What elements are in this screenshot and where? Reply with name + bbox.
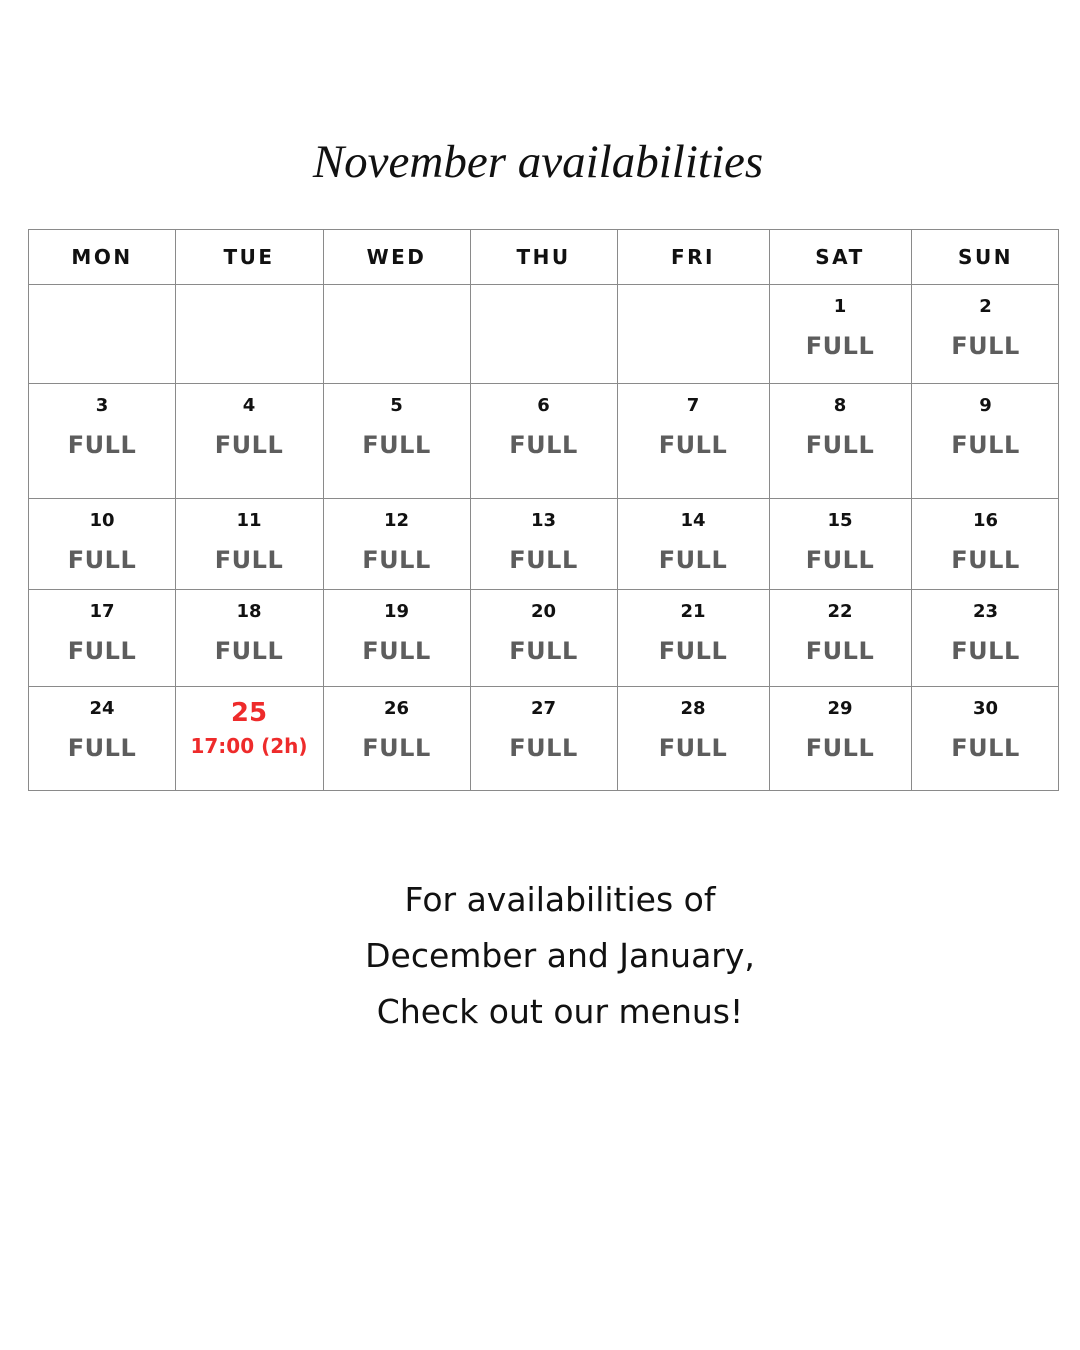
footer-line-1: For availabilities of <box>404 880 716 919</box>
day-status-full: FULL <box>805 546 875 574</box>
day-cell-28 <box>617 686 769 792</box>
day-cell-14 <box>617 498 769 589</box>
day-status-full: FULL <box>658 546 728 574</box>
day-status-full: FULL <box>951 431 1020 459</box>
day-number: 21 <box>680 601 706 622</box>
day-cell-20 <box>470 589 617 686</box>
day-status-full: FULL <box>951 332 1020 360</box>
day-number: 24 <box>89 698 115 719</box>
day-status-full: FULL <box>951 546 1020 574</box>
day-status-full: FULL <box>362 431 431 459</box>
day-cell-4 <box>175 383 323 498</box>
day-number: 6 <box>537 395 550 416</box>
calendar-grid <box>28 229 1059 791</box>
day-number: 16 <box>972 510 999 531</box>
day-cell-7 <box>617 383 769 498</box>
page-title: November availabilities <box>312 136 764 188</box>
day-status-full: FULL <box>509 637 578 665</box>
day-status-full: FULL <box>805 637 875 665</box>
day-number: 23 <box>972 601 999 622</box>
day-status-full: FULL <box>509 431 578 459</box>
day-status-full: FULL <box>214 431 284 459</box>
day-cell-12 <box>323 498 470 589</box>
day-number: 4 <box>242 395 256 416</box>
day-status-full: FULL <box>362 734 431 762</box>
weekday-header-sun: SUN <box>958 245 1013 269</box>
day-cell-15 <box>769 498 911 589</box>
day-number: 17 <box>89 601 115 622</box>
day-status-full: FULL <box>67 734 137 762</box>
day-cell-9 <box>911 383 1060 498</box>
day-status-full: FULL <box>658 637 728 665</box>
day-cell-2 <box>911 284 1060 383</box>
weekday-header-wed: WED <box>366 245 427 269</box>
day-status-full: FULL <box>509 546 578 574</box>
day-cell-29 <box>769 686 911 792</box>
day-cell-11 <box>175 498 323 589</box>
footer-note <box>0 872 1080 1040</box>
day-number: 13 <box>530 510 557 531</box>
day-status-full: FULL <box>951 734 1020 762</box>
day-cell-26 <box>323 686 470 792</box>
day-status-full: FULL <box>951 637 1020 665</box>
day-number: 29 <box>827 698 853 719</box>
day-number: 20 <box>530 601 557 622</box>
day-cell-1 <box>769 284 911 383</box>
day-cell-3 <box>29 383 175 498</box>
day-cell-21 <box>617 589 769 686</box>
day-status-full: FULL <box>214 637 284 665</box>
day-number: 12 <box>383 510 410 531</box>
day-number: 9 <box>979 395 992 416</box>
day-number: 8 <box>833 395 847 416</box>
day-status-full: FULL <box>362 637 431 665</box>
day-number: 18 <box>236 601 262 622</box>
day-number: 15 <box>827 510 853 531</box>
day-number: 26 <box>383 698 410 719</box>
day-cell-30 <box>911 686 1060 792</box>
day-cell-27 <box>470 686 617 792</box>
day-cell-19 <box>323 589 470 686</box>
day-number: 10 <box>89 510 115 531</box>
day-number: 5 <box>390 395 403 416</box>
day-number: 27 <box>530 698 557 719</box>
day-status-full: FULL <box>214 546 284 574</box>
day-cell-23 <box>911 589 1060 686</box>
day-number: 2 <box>979 296 992 317</box>
day-number: 25 <box>230 698 268 728</box>
day-status-full: FULL <box>658 431 728 459</box>
day-cell-25 <box>175 686 323 792</box>
day-status-full: FULL <box>805 734 875 762</box>
day-number: 28 <box>680 698 706 719</box>
day-number: 30 <box>972 698 999 719</box>
footer-line-3: Check out our menus! <box>376 992 744 1031</box>
day-cell-24 <box>29 686 175 792</box>
day-number: 1 <box>833 296 847 317</box>
day-status-full: FULL <box>67 637 137 665</box>
weekday-header-mon: MON <box>71 245 133 269</box>
day-status-full: FULL <box>362 546 431 574</box>
day-cell-16 <box>911 498 1060 589</box>
footer-line-2: December and January, <box>365 936 755 975</box>
day-number: 14 <box>680 510 706 531</box>
day-status-full: FULL <box>509 734 578 762</box>
day-number: 19 <box>383 601 410 622</box>
day-status-full: FULL <box>805 431 875 459</box>
weekday-header-tue: TUE <box>223 245 275 269</box>
day-cell-17 <box>29 589 175 686</box>
day-status-full: FULL <box>658 734 728 762</box>
day-number: 7 <box>686 395 700 416</box>
day-cell-10 <box>29 498 175 589</box>
day-status-full: FULL <box>805 332 875 360</box>
day-number: 11 <box>236 510 262 531</box>
weekday-header-thu: THU <box>516 245 571 269</box>
day-cell-5 <box>323 383 470 498</box>
day-status-full: FULL <box>67 431 137 459</box>
day-cell-13 <box>470 498 617 589</box>
day-number: 3 <box>95 395 109 416</box>
weekday-header-sat: SAT <box>815 245 865 269</box>
day-number: 22 <box>827 601 853 622</box>
day-cell-6 <box>470 383 617 498</box>
day-status-full: FULL <box>67 546 137 574</box>
weekday-header-fri: FRI <box>670 245 715 269</box>
day-cell-22 <box>769 589 911 686</box>
day-available-slot: 17:00 (2h) <box>190 734 308 758</box>
day-cell-8 <box>769 383 911 498</box>
day-cell-18 <box>175 589 323 686</box>
